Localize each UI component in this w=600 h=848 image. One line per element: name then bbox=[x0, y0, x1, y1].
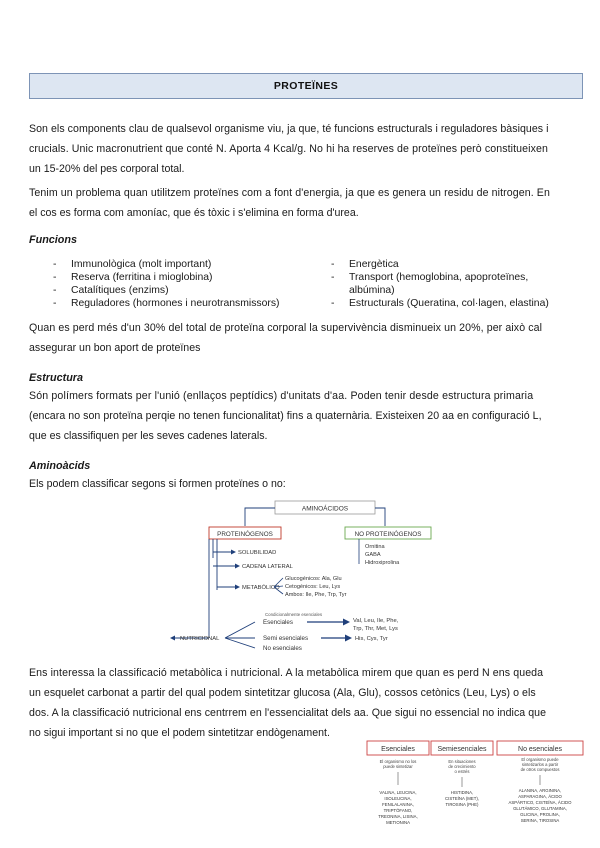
table-aa: TIROSINA (PHE) bbox=[445, 802, 479, 807]
list-dash: - bbox=[53, 272, 57, 283]
intro-line: crucials. Unic macronutrient que conté N. Aporta 4 Kcal/g. No hi ha reserves de proteïnes però constitueixen bbox=[29, 143, 548, 155]
table-aa: METIONINA bbox=[386, 820, 410, 825]
no-proteinogenos-label: NO PROTEINÓGENOS bbox=[354, 531, 422, 538]
diagram-metabolico: METABÓLICO bbox=[242, 585, 280, 591]
metabolic-item: Glucogénicos: Ala, Glu bbox=[285, 576, 342, 582]
table-aa: GLICINA, PROLINA, bbox=[520, 812, 560, 817]
nutri-no-esenciales: No esenciales bbox=[263, 645, 302, 652]
list-dash: - bbox=[53, 259, 57, 270]
funcions-heading: Funcions bbox=[29, 234, 77, 246]
esenciales-note: Condicionalmente esenciales bbox=[265, 612, 323, 617]
metabolic-item: Cetogénicos: Leu, Lys bbox=[285, 584, 341, 590]
table-aa: FENILALANINA, bbox=[382, 802, 414, 807]
nutricional-branches bbox=[225, 622, 255, 648]
list-item: - Reserva (ferritina i mioglobina) bbox=[53, 272, 213, 283]
left-spine bbox=[209, 539, 217, 638]
aminoacids-intro: Els podem classificar segons si formen proteïnes o no: bbox=[29, 478, 286, 490]
estructura-heading: Estructura bbox=[29, 372, 84, 384]
arrowhead bbox=[235, 564, 240, 569]
funcions-list-right bbox=[331, 258, 549, 310]
arrowhead bbox=[231, 550, 236, 555]
table-col-label: Esenciales bbox=[381, 746, 415, 753]
list-dash: - bbox=[331, 298, 335, 309]
list-dash: - bbox=[331, 259, 335, 270]
no-proteinogenos-item: Hidroxiprolina bbox=[365, 560, 400, 566]
table-aa: ASPARAGINA, ÁCIDO bbox=[518, 794, 562, 799]
arrowhead bbox=[235, 585, 240, 590]
estructura-paragraph bbox=[29, 386, 577, 446]
diagram-root-label: AMINOÁCIDOS bbox=[301, 505, 349, 513]
table-desc: puede sintetizar bbox=[383, 764, 413, 769]
table-desc: de otros compuestos bbox=[520, 767, 560, 772]
table-aa: CISTEÍNA (MET), bbox=[445, 796, 479, 801]
list-item: - Estructurals (Queratina, col·lagen, elastina) bbox=[331, 298, 549, 309]
metabolic-item: Ambos: Ile, Phe, Trp, Tyr bbox=[285, 592, 347, 598]
loss-paragraph bbox=[29, 318, 577, 358]
list-item: - Immunològica (molt important) bbox=[53, 259, 212, 270]
table-aa: VALINA, LEUCINA, bbox=[379, 790, 417, 795]
aminoacids-heading: Aminoàcids bbox=[29, 460, 91, 472]
proteinogenos-label: PROTEINÓGENOS bbox=[217, 531, 273, 538]
nutri-semiesenciales: Semi esenciales bbox=[263, 635, 309, 642]
table-aa: ISOLEUCINA, bbox=[384, 796, 412, 801]
list-item: - Energètica bbox=[331, 259, 399, 270]
list-item: - Transport (hemoglobina, apoproteïnes, bbox=[331, 272, 529, 283]
table-aa: HISTIDINA, bbox=[450, 790, 474, 795]
nutri-right-item: Trp, Thr, Met, Lys bbox=[353, 626, 398, 632]
aminoacid-classification-diagram bbox=[165, 498, 437, 652]
list-dash: - bbox=[331, 272, 335, 283]
intro-paragraph bbox=[29, 119, 577, 179]
list-item: albúmina) bbox=[349, 285, 395, 296]
nutri-esenciales: Esenciales bbox=[263, 619, 293, 626]
estructura-line: (encara no son proteïna perqie no tenen funcionalitat) fins a quaternària. Existeixen 20 aa en configuració L, bbox=[29, 410, 542, 422]
table-desc: El organismo no los bbox=[379, 759, 417, 764]
diagram-solubilidad: SOLUBILIDAD bbox=[238, 550, 277, 556]
estructura-line: Són polímers formats per l'unió (enllaços peptídics) d'unitats d'aa. Poden tenir desde estructura primaria bbox=[29, 390, 534, 402]
metabolic-line: dos. A la classificació nutricional ens centrrem en l'essencialitat dels aa. Que sigui no essencial no indica que bbox=[29, 707, 547, 719]
nutri-right-item: Val, Leu, Ile, Phe, bbox=[353, 618, 399, 624]
table-desc: de crecimiento bbox=[448, 764, 476, 769]
table-desc: o estrés bbox=[454, 769, 470, 774]
table-aa: SERINA, TIROSINA bbox=[520, 818, 560, 823]
no-proteinogenos-item: Ornitina bbox=[365, 544, 385, 550]
intro-line: Son els components clau de qualsevol organisme viu, ja que, té funcions estructurals i reguladores bàsiques i bbox=[29, 123, 549, 135]
list-dash: - bbox=[53, 285, 57, 296]
table-aa: GLUTÁMICO, GLUTAMINA, bbox=[513, 806, 567, 811]
list-dash: - bbox=[53, 298, 57, 309]
list-item: - Catalítiques (enzims) bbox=[53, 285, 169, 296]
loss-line: assegurar un bon aport de proteïnes bbox=[29, 342, 201, 354]
metabolic-line: Ens interessa la classificació metabòlica i nutricional. A la metabòlica mirem que quan es perd N ens queda bbox=[29, 667, 544, 679]
table-desc: sintetizarlos a partir bbox=[521, 762, 559, 767]
diagram-cadena-lateral: CADENA LATERAL bbox=[242, 564, 293, 570]
intro-line: un 15-20% del pes corporal total. bbox=[29, 163, 185, 175]
table-aa: ASPÁRTICO, CISTEÍNA, ÁCIDO bbox=[508, 800, 572, 805]
table-desc: En situaciones bbox=[448, 759, 476, 764]
arrowhead bbox=[170, 636, 175, 641]
metabolic-line: no sigui important si no que el podem sintetitzar endògenament. bbox=[29, 727, 330, 739]
table-aa: TREONINA, LISINA, bbox=[378, 814, 418, 819]
table-col-label: No esenciales bbox=[518, 746, 562, 753]
table-col-label: Semiesenciales bbox=[437, 746, 487, 753]
metabolic-line: un esquelet carbonat a partir del qual podem sintetitzar glucosa (Ala, Glu), cossos cetònics (Leu, Lys) o els bbox=[29, 687, 536, 699]
arrowhead bbox=[343, 619, 350, 626]
funcions-list-left bbox=[53, 258, 279, 310]
no-proteinogenos-item: GABA bbox=[365, 552, 381, 558]
energy-line: el cos es forma com amoníac, que és tòxic i s'elimina en forma d'urea. bbox=[29, 207, 359, 219]
table-aa: TRIPTÓFANO, bbox=[383, 808, 413, 813]
nutritional-table bbox=[363, 739, 587, 837]
energy-line: Tenim un problema quan utilitzem proteïnes com a font d'energia, ja que es genera un residu de nitrogen. En bbox=[29, 187, 550, 199]
section-title: PROTEÏNES bbox=[29, 73, 583, 99]
list-item: - Reguladores (hormones i neurotransmissors) bbox=[53, 298, 280, 309]
table-aa: ALANINA, ARGININA, bbox=[518, 788, 562, 793]
metabolic-paragraph bbox=[29, 663, 577, 743]
arrowhead bbox=[345, 635, 352, 642]
nutri-right-item: His, Cys, Tyr bbox=[355, 636, 388, 642]
estructura-line: que es classifiquen per les seves cadenes laterals. bbox=[29, 430, 268, 442]
loss-line: Quan es perd més d'un 30% del total de proteïna corporal la supervivència disminueix un 20%, per això cal bbox=[29, 322, 543, 334]
energy-paragraph bbox=[29, 183, 577, 223]
table-desc: El organismo puede bbox=[521, 757, 559, 762]
diagram-nutricional: NUTRICIONAL bbox=[180, 636, 220, 642]
